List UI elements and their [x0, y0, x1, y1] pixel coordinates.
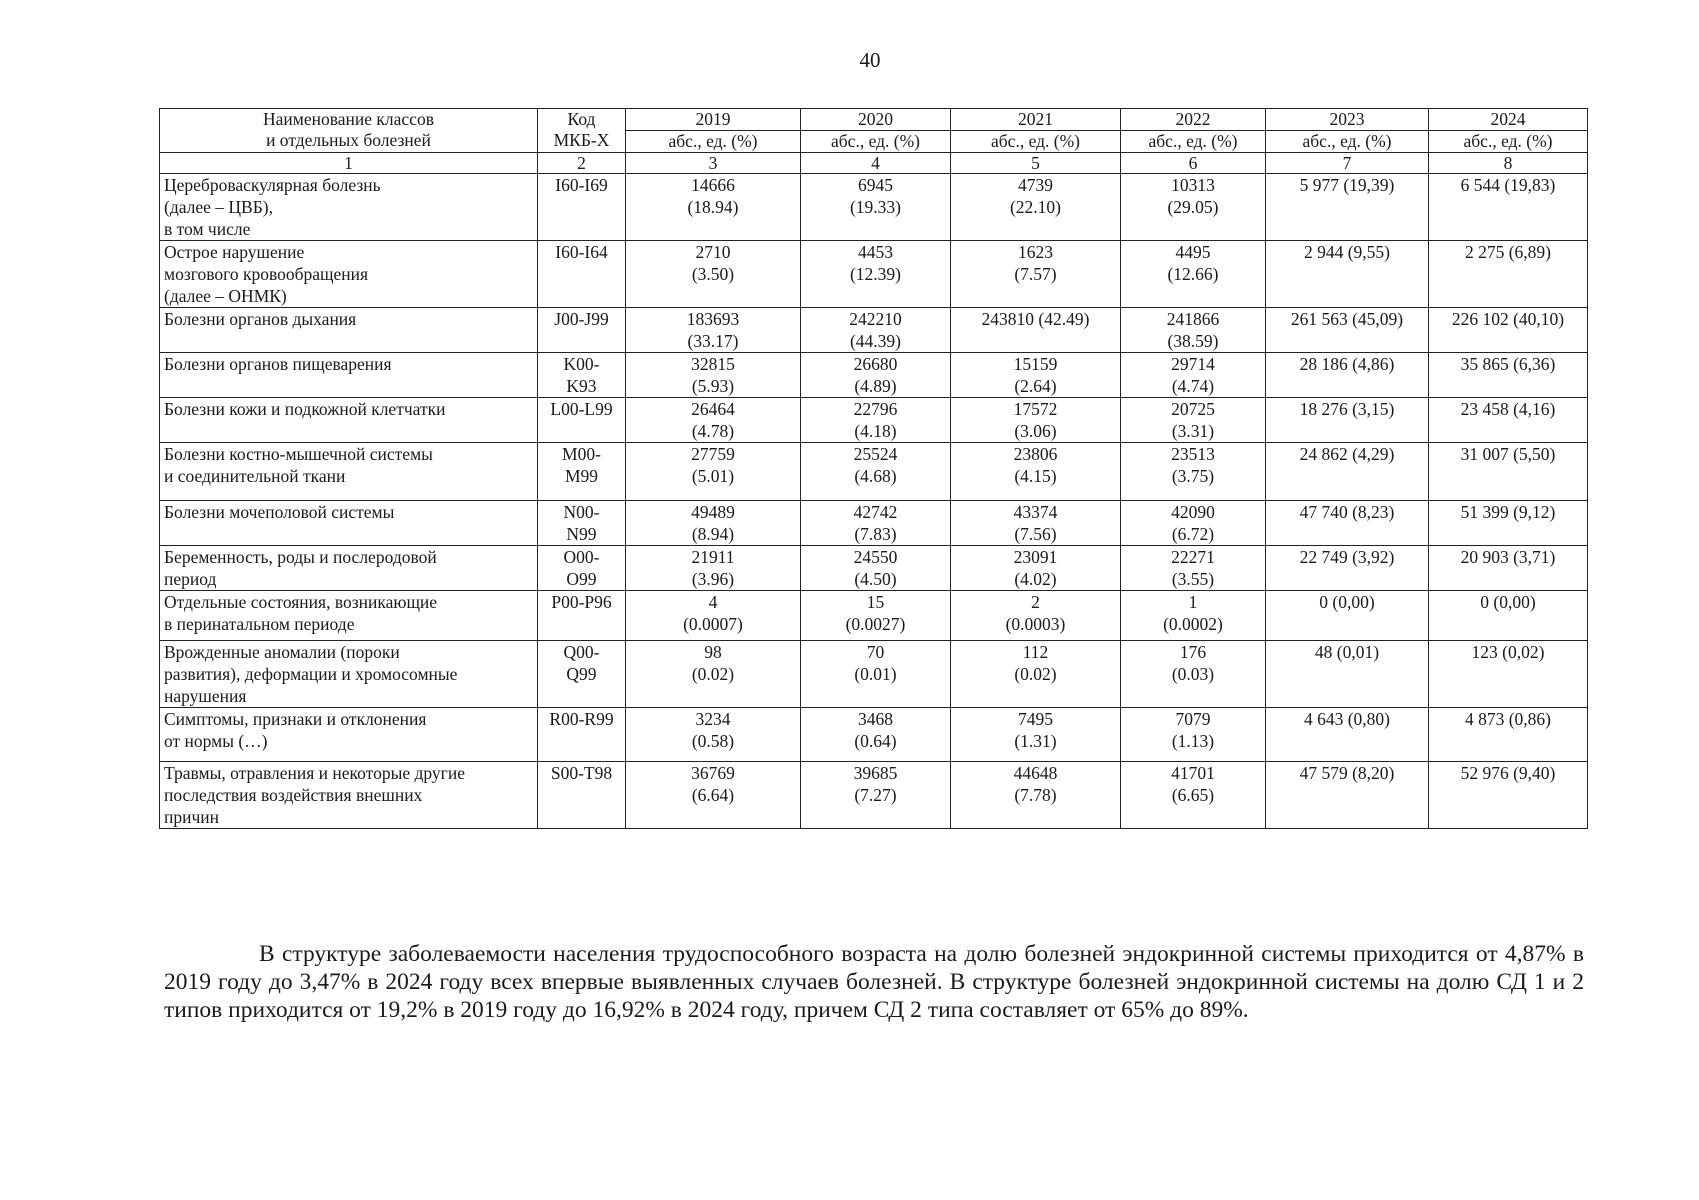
value-cell: 4739 (22.10) [951, 174, 1121, 241]
value-cell: 43374 (7.56) [951, 501, 1121, 546]
icd-code-cell: J00-J99 [538, 308, 626, 353]
value-cell: 4 (0.0007) [626, 591, 801, 641]
table-row [160, 308, 1588, 353]
value-cell: 112 (0.02) [951, 641, 1121, 708]
value-cell: 15159 (2.64) [951, 353, 1121, 398]
value-cell: 98 (0.02) [626, 641, 801, 708]
body-paragraph: В структуре заболеваемости населения трудоспособного возраста на долю болезней эндокринной системы приходится от 4,87% в 2019 году до 3,47% в 2024 году всех впервые выявленных случаев болезней. В структуре болезней эндокринной системы на долю СД 1 и 2 типов приходится от 19,2% в 2019 году до 16,92% в 2024 году, причем СД 2 типа составляет от 65% до 89%. [164, 941, 1584, 1023]
value-cell: 47 579 (8,20) [1266, 762, 1429, 829]
value-cell: 261 563 (45,09) [1266, 308, 1429, 353]
column-number: 3 [626, 153, 801, 174]
value-cell: 123 (0,02) [1429, 641, 1588, 708]
header-icd-code: Код МКБ-Х [538, 109, 626, 153]
value-cell: 3234 (0.58) [626, 708, 801, 762]
header-unit: абс., ед. (%) [1121, 131, 1266, 153]
value-cell: 44648 (7.78) [951, 762, 1121, 829]
value-cell: 10313 (29.05) [1121, 174, 1266, 241]
value-cell: 2 275 (6,89) [1429, 241, 1588, 308]
disease-name-cell: Болезни мочеполовой системы [160, 501, 538, 546]
disease-name-cell: Отдельные состояния, возникающие в перинатальном периоде [160, 591, 538, 641]
value-cell: 15 (0.0027) [801, 591, 951, 641]
table-row [160, 241, 1588, 308]
header-year: 2019 [626, 109, 801, 131]
column-number: 6 [1121, 153, 1266, 174]
icd-code-cell: I60-I64 [538, 241, 626, 308]
value-cell: 20725 (3.31) [1121, 398, 1266, 443]
value-cell: 24550 (4.50) [801, 546, 951, 591]
column-number: 8 [1429, 153, 1588, 174]
value-cell: 0 (0,00) [1266, 591, 1429, 641]
value-cell: 22796 (4.18) [801, 398, 951, 443]
value-cell: 23091 (4.02) [951, 546, 1121, 591]
value-cell: 52 976 (9,40) [1429, 762, 1588, 829]
value-cell: 41701 (6.65) [1121, 762, 1266, 829]
value-cell: 17572 (3.06) [951, 398, 1121, 443]
icd-code-cell: I60-I69 [538, 174, 626, 241]
value-cell: 4 873 (0,86) [1429, 708, 1588, 762]
value-cell: 3468 (0.64) [801, 708, 951, 762]
value-cell: 20 903 (3,71) [1429, 546, 1588, 591]
value-cell: 183693 (33.17) [626, 308, 801, 353]
value-cell: 241866 (38.59) [1121, 308, 1266, 353]
disease-name-cell: Болезни органов дыхания [160, 308, 538, 353]
icd-code-cell: N00- N99 [538, 501, 626, 546]
column-number: 7 [1266, 153, 1429, 174]
icd-code-cell: M00- M99 [538, 443, 626, 501]
value-cell: 21911 (3.96) [626, 546, 801, 591]
header-disease-name: Наименование классов и отдельных болезней [160, 109, 538, 153]
table-row [160, 762, 1588, 829]
header-year: 2022 [1121, 109, 1266, 131]
header-unit: абс., ед. (%) [1266, 131, 1429, 153]
column-number-row [160, 153, 1588, 174]
value-cell: 22271 (3.55) [1121, 546, 1266, 591]
value-cell: 28 186 (4,86) [1266, 353, 1429, 398]
table-body [160, 174, 1588, 829]
value-cell: 18 276 (3,15) [1266, 398, 1429, 443]
value-cell: 70 (0.01) [801, 641, 951, 708]
header-row-years [160, 109, 1588, 131]
table-row [160, 641, 1588, 708]
value-cell: 5 977 (19,39) [1266, 174, 1429, 241]
icd-code-cell: Q00- Q99 [538, 641, 626, 708]
table-row [160, 501, 1588, 546]
value-cell: 29714 (4.74) [1121, 353, 1266, 398]
value-cell: 242210 (44.39) [801, 308, 951, 353]
header-year: 2023 [1266, 109, 1429, 131]
value-cell: 4495 (12.66) [1121, 241, 1266, 308]
icd-code-cell: K00- K93 [538, 353, 626, 398]
disease-name-cell: Болезни органов пищеварения [160, 353, 538, 398]
column-number: 1 [160, 153, 538, 174]
value-cell: 35 865 (6,36) [1429, 353, 1588, 398]
value-cell: 23806 (4.15) [951, 443, 1121, 501]
header-unit: абс., ед. (%) [801, 131, 951, 153]
value-cell: 42090 (6.72) [1121, 501, 1266, 546]
disease-name-cell: Болезни костно-мышечной системы и соединительной ткани [160, 443, 538, 501]
value-cell: 7495 (1.31) [951, 708, 1121, 762]
value-cell: 31 007 (5,50) [1429, 443, 1588, 501]
value-cell: 32815 (5.93) [626, 353, 801, 398]
table-row [160, 174, 1588, 241]
value-cell: 2 (0.0003) [951, 591, 1121, 641]
value-cell: 36769 (6.64) [626, 762, 801, 829]
value-cell: 23 458 (4,16) [1429, 398, 1588, 443]
icd-code-cell: S00-T98 [538, 762, 626, 829]
morbidity-table [159, 108, 1588, 829]
value-cell: 25524 (4.68) [801, 443, 951, 501]
value-cell: 176 (0.03) [1121, 641, 1266, 708]
value-cell: 2710 (3.50) [626, 241, 801, 308]
disease-name-cell: Симптомы, признаки и отклонения от нормы (…) [160, 708, 538, 762]
table-row [160, 443, 1588, 501]
value-cell: 226 102 (40,10) [1429, 308, 1588, 353]
value-cell: 39685 (7.27) [801, 762, 951, 829]
icd-code-cell: O00- O99 [538, 546, 626, 591]
icd-code-cell: R00-R99 [538, 708, 626, 762]
icd-code-cell: P00-P96 [538, 591, 626, 641]
value-cell: 14666 (18.94) [626, 174, 801, 241]
table-row [160, 546, 1588, 591]
value-cell: 4453 (12.39) [801, 241, 951, 308]
value-cell: 243810 (42.49) [951, 308, 1121, 353]
disease-name-cell: Цереброваскулярная болезнь (далее – ЦВБ), в том числе [160, 174, 538, 241]
value-cell: 1623 (7.57) [951, 241, 1121, 308]
value-cell: 27759 (5.01) [626, 443, 801, 501]
disease-name-cell: Беременность, роды и послеродовой период [160, 546, 538, 591]
value-cell: 24 862 (4,29) [1266, 443, 1429, 501]
column-number: 4 [801, 153, 951, 174]
value-cell: 48 (0,01) [1266, 641, 1429, 708]
page-number: 40 [859, 48, 881, 72]
value-cell: 4 643 (0,80) [1266, 708, 1429, 762]
header-year: 2021 [951, 109, 1121, 131]
table-row [160, 591, 1588, 641]
value-cell: 1 (0.0002) [1121, 591, 1266, 641]
value-cell: 6945 (19.33) [801, 174, 951, 241]
column-number: 2 [538, 153, 626, 174]
header-year: 2024 [1429, 109, 1588, 131]
value-cell: 23513 (3.75) [1121, 443, 1266, 501]
value-cell: 47 740 (8,23) [1266, 501, 1429, 546]
disease-name-cell: Острое нарушение мозгового кровообращения (далее – ОНМК) [160, 241, 538, 308]
value-cell: 22 749 (3,92) [1266, 546, 1429, 591]
value-cell: 42742 (7.83) [801, 501, 951, 546]
value-cell: 2 944 (9,55) [1266, 241, 1429, 308]
value-cell: 0 (0,00) [1429, 591, 1588, 641]
disease-name-cell: Травмы, отравления и некоторые другие последствия воздействия внешних причин [160, 762, 538, 829]
value-cell: 26464 (4.78) [626, 398, 801, 443]
header-unit: абс., ед. (%) [951, 131, 1121, 153]
column-number: 5 [951, 153, 1121, 174]
header-year: 2020 [801, 109, 951, 131]
value-cell: 49489 (8.94) [626, 501, 801, 546]
table-row [160, 353, 1588, 398]
icd-code-cell: L00-L99 [538, 398, 626, 443]
value-cell: 6 544 (19,83) [1429, 174, 1588, 241]
table-row [160, 708, 1588, 762]
disease-name-cell: Болезни кожи и подкожной клетчатки [160, 398, 538, 443]
header-unit: абс., ед. (%) [1429, 131, 1588, 153]
value-cell: 51 399 (9,12) [1429, 501, 1588, 546]
table-row [160, 398, 1588, 443]
header-unit: абс., ед. (%) [626, 131, 801, 153]
disease-name-cell: Врожденные аномалии (пороки развития), деформации и хромосомные нарушения [160, 641, 538, 708]
value-cell: 7079 (1.13) [1121, 708, 1266, 762]
value-cell: 26680 (4.89) [801, 353, 951, 398]
